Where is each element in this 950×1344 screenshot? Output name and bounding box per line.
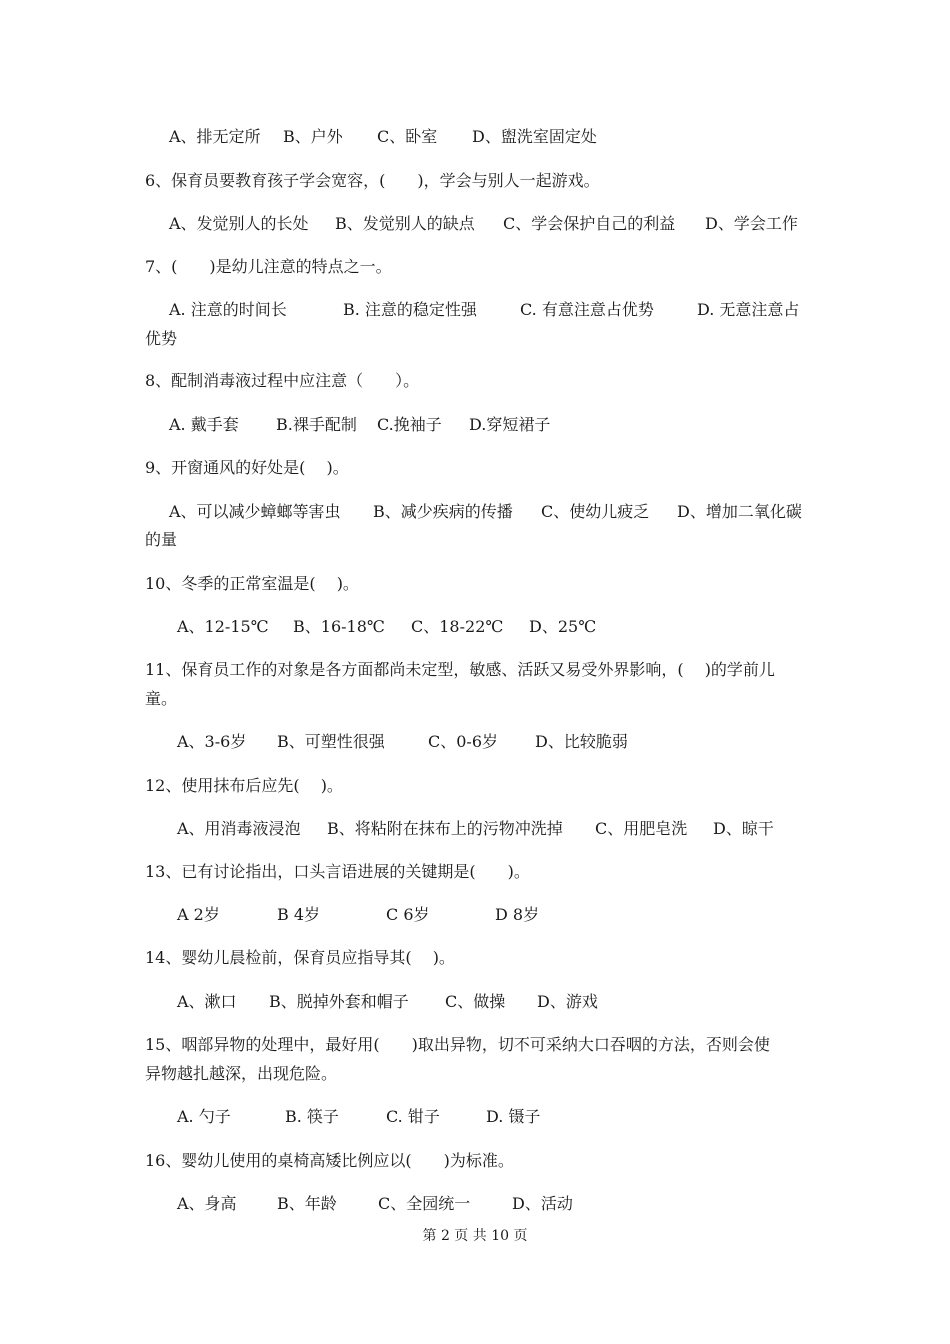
q13-option-c: C 6岁 — [386, 905, 430, 924]
q9-option-c: C、使幼儿疲乏 — [541, 502, 650, 521]
q9-option-b: B、减少疾病的传播 — [373, 502, 513, 521]
q9-option-a: A、可以减少蟑螂等害虫 — [169, 502, 341, 521]
q15-option-a: A. 勺子 — [177, 1107, 231, 1126]
q10-option-c: C、18-22℃ — [411, 617, 504, 636]
q7-option-c: C. 有意注意占优势 — [520, 300, 654, 319]
q7-option-b: B. 注意的稳定性强 — [343, 300, 477, 319]
q15-question: 15、咽部异物的处理中，最好用( )取出异物，切不可采纳大口吞咽的方法，否则会使 — [145, 1035, 770, 1054]
q13-option-a: A 2岁 — [177, 905, 220, 924]
q12-question: 12、使用抹布后应先( )。 — [145, 776, 343, 795]
q8-question: 8、配制消毒液过程中应注意（ ）。 — [145, 371, 420, 390]
q7-options-continued: 优势 — [145, 329, 178, 348]
q9-question: 9、开窗通风的好处是( )。 — [145, 458, 349, 477]
q5-option-d: D、盥洗室固定处 — [472, 127, 597, 146]
q8-option-c: C.挽袖子 — [377, 415, 442, 434]
q16-option-c: C、全园统一 — [378, 1194, 471, 1213]
q12-option-a: A、用消毒液浸泡 — [177, 819, 301, 838]
q14-option-c: C、做操 — [445, 992, 506, 1011]
q14-option-a: A、漱口 — [177, 992, 237, 1011]
q11-option-b: B、可塑性很强 — [277, 732, 385, 751]
q11-option-d: D、比较脆弱 — [535, 732, 628, 751]
q13-question: 13、已有讨论指出，口头言语进展的关键期是( )。 — [145, 862, 530, 881]
q9-option-d: D、增加二氧化碳 — [677, 502, 802, 521]
q10-option-d: D、25℃ — [529, 617, 597, 636]
q8-option-d: D.穿短裙子 — [469, 415, 551, 434]
q11-question-continued: 童。 — [145, 689, 178, 708]
q6-option-a: A、发觉别人的长处 — [169, 214, 309, 233]
q13-option-d: D 8岁 — [495, 905, 540, 924]
q11-option-c: C、0-6岁 — [428, 732, 499, 751]
q7-question: 7、( )是幼儿注意的特点之一。 — [145, 257, 392, 276]
q14-option-d: D、游戏 — [537, 992, 598, 1011]
q15-option-b: B. 筷子 — [285, 1107, 339, 1126]
q8-option-b: B.裸手配制 — [276, 415, 357, 434]
q16-option-a: A、身高 — [177, 1194, 237, 1213]
q6-option-b: B、发觉别人的缺点 — [335, 214, 475, 233]
page-number-footer: 第 2 页 共 10 页 — [422, 1228, 528, 1244]
q14-option-b: B、脱掉外套和帽子 — [269, 992, 409, 1011]
q6-option-d: D、学会工作 — [705, 214, 798, 233]
q14-question: 14、婴幼儿晨检前，保育员应指导其( )。 — [145, 948, 455, 967]
q11-question: 11、保育员工作的对象是各方面都尚未定型，敏感、活跃又易受外界影响，( )的学前儿 — [145, 660, 775, 679]
q12-option-d: D、晾干 — [713, 819, 774, 838]
q10-option-b: B、16-18℃ — [293, 617, 385, 636]
q16-option-d: D、活动 — [512, 1194, 573, 1213]
q11-option-a: A、3-6岁 — [177, 732, 247, 751]
q5-option-c: C、卧室 — [377, 127, 438, 146]
q9-options-continued: 的量 — [145, 530, 178, 549]
q16-option-b: B、年龄 — [277, 1194, 337, 1213]
q12-option-c: C、用肥皂洗 — [595, 819, 688, 838]
q5-option-b: B、户外 — [283, 127, 343, 146]
q10-option-a: A、12-15℃ — [177, 617, 269, 636]
q12-option-b: B、将粘附在抹布上的污物冲洗掉 — [327, 819, 563, 838]
q13-option-b: B 4岁 — [277, 905, 321, 924]
q7-option-a: A. 注意的时间长 — [169, 300, 287, 319]
q10-question: 10、冬季的正常室温是( )。 — [145, 574, 359, 593]
q16-question: 16、婴幼儿使用的桌椅高矮比例应以( )为标准。 — [145, 1151, 514, 1170]
q6-question: 6、保育员要教育孩子学会宽容，( )，学会与别人一起游戏。 — [145, 171, 600, 190]
q8-option-a: A. 戴手套 — [169, 415, 239, 434]
q5-option-a: A、排无定所 — [169, 127, 261, 146]
q7-option-d: D. 无意注意占 — [697, 300, 800, 319]
q6-option-c: C、学会保护自己的利益 — [503, 214, 676, 233]
q15-option-d: D. 镊子 — [486, 1107, 541, 1126]
q15-question-continued: 异物越扎越深，出现危险。 — [145, 1064, 338, 1083]
q15-option-c: C. 钳子 — [386, 1107, 440, 1126]
